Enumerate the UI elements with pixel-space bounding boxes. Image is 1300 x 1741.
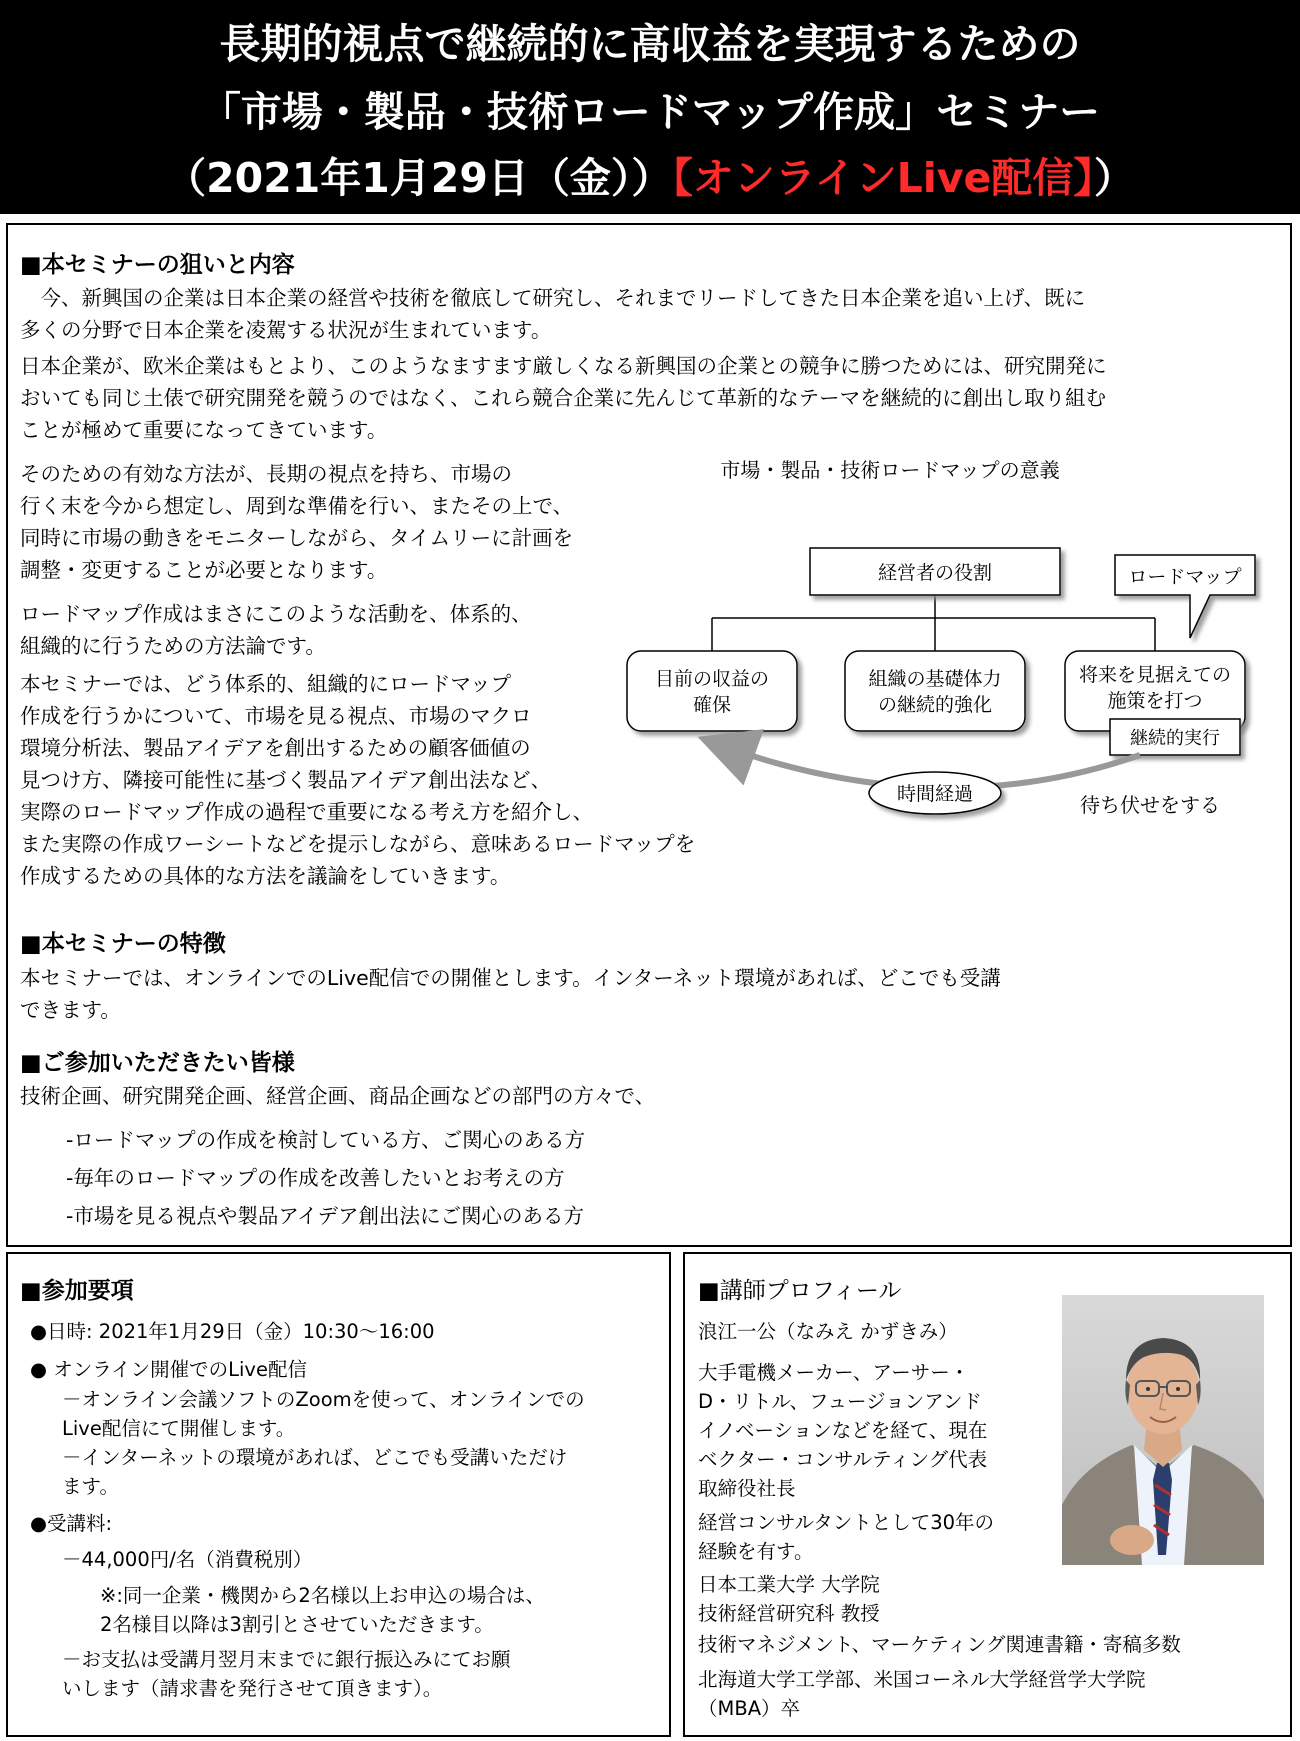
audience-heading: ■ご参加いただきたい皆様 xyxy=(20,1050,295,1076)
profile-heading: ■講師プロフィール xyxy=(698,1278,902,1304)
text-line: －お支払は受講月翌月末までに銀行振込みにてお願 xyxy=(62,1648,511,1671)
aim-heading: ■本セミナーの狙いと内容 xyxy=(20,252,295,278)
organization-strength-label-2: の継続的強化 xyxy=(877,694,993,716)
text-line: ことが極めて重要になってきています。 xyxy=(20,418,388,442)
text-line: おいても同じ土俵で研究開発を競うのではなく、これら競合企業に先んじて革新的なテーマを継続的に創出し取り組む xyxy=(20,386,1107,410)
title-line-3 xyxy=(0,154,1300,202)
text-line: D・リトル、フュージョンアンド xyxy=(698,1390,982,1413)
instructor-name: 浪江一公（なみえ かずきみ） xyxy=(698,1320,958,1343)
payment-note xyxy=(62,1645,511,1703)
aim-para-3 xyxy=(20,458,573,586)
text-line: 取締役社長 xyxy=(698,1477,796,1500)
roadmap-callout-label: ロードマップ xyxy=(1128,566,1242,588)
text-line: 経営コンサルタントとして30年の xyxy=(698,1511,995,1534)
aim-para-4 xyxy=(20,598,532,662)
text-line: 調整・変更することが必要となります。 xyxy=(20,558,388,582)
title-line-1: 長期的視点で継続的に高収益を実現するための xyxy=(219,20,1081,68)
audience-intro: 技術企画、研究開発企画、経営企画、商品企画などの部門の方々で、 xyxy=(20,1084,656,1108)
text-line: ベクター・コンサルティング代表 xyxy=(698,1448,988,1471)
text-line: （MBA）卒 xyxy=(698,1697,801,1720)
title-line-2: 「市場・製品・技術ロードマップ作成」セミナー xyxy=(199,88,1101,136)
fee-label: ●受講料: xyxy=(30,1512,113,1535)
fee-discount-note xyxy=(100,1581,545,1639)
text-line: 日本工業大学 大学院 xyxy=(698,1573,880,1596)
text-line: 技術経営研究科 教授 xyxy=(698,1602,880,1625)
time-passage-label: 時間経過 xyxy=(896,783,974,805)
online-live-label: 【オンラインLive配信】 xyxy=(672,154,1094,202)
text-line: 組織的に行うための方法論です。 xyxy=(20,634,326,658)
continuous-execution-label: 継続的実行 xyxy=(1130,728,1220,749)
title-banner xyxy=(0,0,1300,214)
current-profit-label-1: 目前の収益の xyxy=(654,668,770,690)
ambush-note: 待ち伏せをする xyxy=(1080,793,1220,817)
text-line: できます。 xyxy=(20,998,121,1022)
list-item: -ロードマップの作成を検討している方、ご関心のある方 xyxy=(66,1128,586,1152)
text-line: そのための有効な方法が、長期の視点を持ち、市場の xyxy=(20,462,512,486)
text-line: 今、新興国の企業は日本企業の経営や技術を徹底して研究し、それまでリードしてきた日本企業を追い上げ、既に xyxy=(20,286,1086,310)
text-line: 同時に市場の動きをモニターしながら、タイムリーに計画を xyxy=(20,526,574,550)
current-profit-label-2: 確保 xyxy=(692,694,732,716)
text-line: 日本企業が、欧米企業はもとより、このようなますます厳しくなる新興国の企業との競争に勝つためには、研究開発に xyxy=(20,354,1107,378)
text-line: 2名様目以降は3割引とさせていただきます。 xyxy=(100,1613,494,1636)
organization-strength-label-1: 組織の基礎体力 xyxy=(868,668,1002,690)
list-item: -市場を見る視点や製品アイデア創出法にご関心のある方 xyxy=(66,1204,585,1228)
fee-amount: －44,000円/名（消費税別） xyxy=(62,1548,313,1571)
diagram-title: 市場・製品・技術ロードマップの意義 xyxy=(720,458,1060,482)
text-line: イノベーションなどを経て、現在 xyxy=(698,1419,988,1442)
feature-heading: ■本セミナーの特徴 xyxy=(20,931,226,957)
event-date: ●日時: 2021年1月29日（金）10:30～16:00 xyxy=(30,1320,435,1343)
text-line: 実際のロードマップ作成の過程で重要になる考え方を紹介し、 xyxy=(20,800,594,824)
roadmap-diagram xyxy=(620,455,1270,835)
text-line: ます。 xyxy=(62,1475,119,1498)
instructor-experience xyxy=(698,1508,994,1566)
text-line: ※:同一企業・機関から2名様以上お申込の場合は、 xyxy=(100,1584,545,1607)
requirements-heading: ■参加要項 xyxy=(20,1278,134,1304)
instructor-career xyxy=(698,1358,987,1503)
date-text: （2021年1月29日（金）） xyxy=(165,154,673,202)
title-line-3-suffix: ） xyxy=(1093,154,1135,202)
text-line: 作成するための具体的な方法を議論をしていきます。 xyxy=(20,864,511,888)
text-line: 大手電機メーカー、アーサー・ xyxy=(698,1361,970,1384)
text-line: 本セミナーでは、どう体系的、組織的にロードマップ xyxy=(20,672,512,696)
audience-list xyxy=(66,1121,585,1235)
text-line: 作成を行うかについて、市場を見る視点、市場のマクロ xyxy=(20,704,532,728)
instructor-education xyxy=(698,1665,1146,1723)
feature-text xyxy=(20,962,1001,1026)
management-role-label: 経営者の役割 xyxy=(877,562,993,584)
text-line: 北海道大学工学部、米国コーネル大学経営学大学院 xyxy=(698,1668,1146,1691)
future-measures-label-2: 施策を打つ xyxy=(1107,690,1203,712)
aim-para-2 xyxy=(20,350,1107,446)
text-line: ロードマップ作成はまさにこのような活動を、体系的、 xyxy=(20,602,532,626)
text-line: Live配信にて開催します。 xyxy=(62,1417,296,1440)
text-line: また実際の作成ワーシートなどを提示しながら、意味あるロードマップを xyxy=(20,832,696,856)
online-format: ● オンライン開催でのLive配信 xyxy=(30,1358,307,1381)
organization-strength-box xyxy=(845,651,1025,731)
text-line: いします（請求書を発行させて頂きます）。 xyxy=(62,1677,443,1700)
list-item: -毎年のロードマップの作成を改善したいとお考えの方 xyxy=(66,1166,565,1190)
text-line: －オンライン会議ソフトのZoomを使って、オンラインでの xyxy=(62,1388,585,1411)
text-line: 環境分析法、製品アイデアを創出するための顧客価値の xyxy=(20,736,531,760)
future-measures-label-1: 将来を見据えての xyxy=(1078,664,1232,686)
instructor-position xyxy=(698,1570,880,1628)
text-line: 行く末を今から想定し、周到な準備を行い、またその上で、 xyxy=(20,494,574,518)
online-details xyxy=(62,1385,585,1501)
text-line: 経験を有す。 xyxy=(698,1540,814,1563)
text-line: 本セミナーでは、オンラインでのLive配信での開催とします。インターネット環境があれば、どこでも受講 xyxy=(20,966,1001,990)
current-profit-box xyxy=(627,651,797,731)
text-line: 見つけ方、隣接可能性に基づく製品アイデア創出法など、 xyxy=(20,768,552,792)
text-line: 多くの分野で日本企業を凌駕する状況が生まれています。 xyxy=(20,318,552,342)
aim-para-5 xyxy=(20,668,695,892)
instructor-publications: 技術マネジメント、マーケティング関連書籍・寄稿多数 xyxy=(698,1633,1181,1656)
instructor-photo xyxy=(1062,1295,1264,1565)
text-line: －インターネットの環境があれば、どこでも受講いただけ xyxy=(62,1446,568,1469)
aim-para-1 xyxy=(20,282,1085,346)
